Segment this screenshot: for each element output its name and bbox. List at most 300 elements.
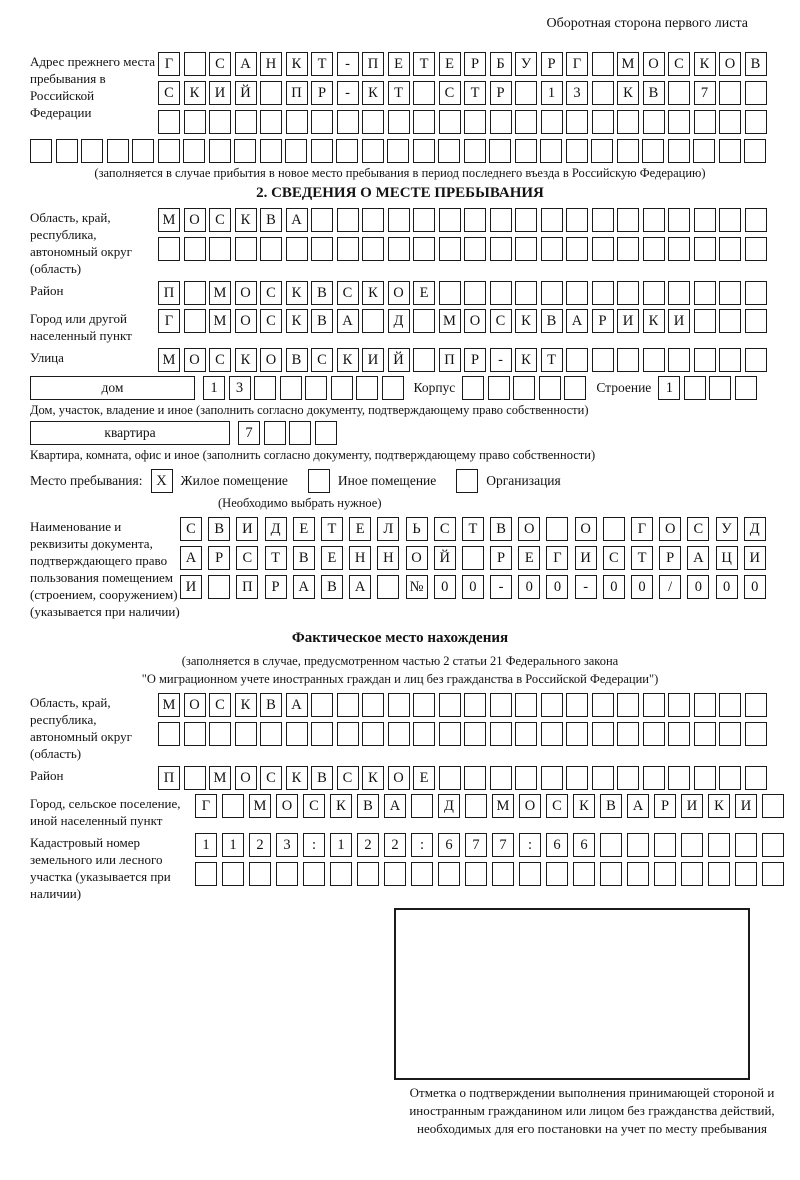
char-box[interactable]: [745, 110, 767, 134]
char-box[interactable]: Р: [659, 546, 681, 570]
char-box[interactable]: [745, 309, 767, 333]
char-box[interactable]: Р: [265, 575, 287, 599]
char-box[interactable]: М: [439, 309, 461, 333]
char-box[interactable]: [462, 376, 484, 400]
char-box[interactable]: [413, 81, 435, 105]
char-box[interactable]: [566, 139, 588, 163]
char-box[interactable]: С: [209, 52, 231, 76]
char-box[interactable]: [337, 208, 359, 232]
char-box[interactable]: Р: [311, 81, 333, 105]
char-box[interactable]: [107, 139, 129, 163]
char-box[interactable]: [541, 766, 563, 790]
char-box[interactable]: [411, 794, 433, 818]
char-box[interactable]: [490, 281, 512, 305]
char-box[interactable]: [490, 110, 512, 134]
char-box[interactable]: [388, 237, 410, 261]
char-box[interactable]: [627, 862, 649, 886]
char-box[interactable]: В: [745, 52, 767, 76]
char-box[interactable]: [456, 469, 478, 493]
char-box[interactable]: [617, 766, 639, 790]
char-box[interactable]: [308, 469, 330, 493]
char-box[interactable]: :: [303, 833, 325, 857]
char-box[interactable]: [464, 139, 486, 163]
char-box[interactable]: [515, 722, 537, 746]
char-box[interactable]: [719, 81, 741, 105]
char-box[interactable]: 6: [546, 833, 568, 857]
char-box[interactable]: [260, 722, 282, 746]
char-box[interactable]: К: [286, 766, 308, 790]
char-box[interactable]: [668, 139, 690, 163]
char-box[interactable]: В: [321, 575, 343, 599]
char-box[interactable]: -: [490, 348, 512, 372]
char-box[interactable]: Т: [311, 52, 333, 76]
char-box[interactable]: [566, 766, 588, 790]
char-box[interactable]: [515, 766, 537, 790]
char-box[interactable]: О: [659, 517, 681, 541]
char-box[interactable]: 7: [694, 81, 716, 105]
char-box[interactable]: [81, 139, 103, 163]
char-box[interactable]: [719, 722, 741, 746]
char-box[interactable]: [195, 862, 217, 886]
char-box[interactable]: И: [209, 81, 231, 105]
char-box[interactable]: С: [603, 546, 625, 570]
char-box[interactable]: А: [293, 575, 315, 599]
char-box[interactable]: К: [286, 281, 308, 305]
char-box[interactable]: Т: [541, 348, 563, 372]
char-box[interactable]: Г: [158, 52, 180, 76]
char-box[interactable]: [745, 81, 767, 105]
char-box[interactable]: [311, 139, 333, 163]
char-box[interactable]: [540, 139, 562, 163]
char-box[interactable]: [694, 281, 716, 305]
char-box[interactable]: [719, 348, 741, 372]
char-box[interactable]: [643, 348, 665, 372]
char-box[interactable]: [642, 139, 664, 163]
char-box[interactable]: 1: [658, 376, 680, 400]
char-box[interactable]: [668, 722, 690, 746]
char-box[interactable]: Д: [265, 517, 287, 541]
char-box[interactable]: Е: [518, 546, 540, 570]
char-box[interactable]: 2: [357, 833, 379, 857]
char-box[interactable]: П: [158, 281, 180, 305]
char-box[interactable]: [249, 862, 271, 886]
char-box[interactable]: А: [337, 309, 359, 333]
char-box[interactable]: [745, 348, 767, 372]
char-box[interactable]: С: [434, 517, 456, 541]
char-box[interactable]: Е: [413, 281, 435, 305]
char-box[interactable]: [515, 281, 537, 305]
char-box[interactable]: [546, 862, 568, 886]
char-box[interactable]: С: [158, 81, 180, 105]
char-box[interactable]: М: [158, 348, 180, 372]
char-box[interactable]: О: [235, 281, 257, 305]
char-box[interactable]: [439, 766, 461, 790]
char-box[interactable]: Т: [321, 517, 343, 541]
char-box[interactable]: [566, 237, 588, 261]
char-box[interactable]: [490, 722, 512, 746]
char-box[interactable]: [694, 309, 716, 333]
char-box[interactable]: [668, 281, 690, 305]
char-box[interactable]: [264, 421, 286, 445]
char-box[interactable]: 0: [631, 575, 653, 599]
char-box[interactable]: [617, 237, 639, 261]
char-box[interactable]: [694, 208, 716, 232]
char-box[interactable]: К: [362, 281, 384, 305]
char-box[interactable]: О: [518, 517, 540, 541]
char-box[interactable]: И: [617, 309, 639, 333]
char-box[interactable]: [694, 766, 716, 790]
char-box[interactable]: [286, 110, 308, 134]
char-box[interactable]: Р: [464, 52, 486, 76]
char-box[interactable]: [387, 139, 409, 163]
char-box[interactable]: [362, 237, 384, 261]
char-box[interactable]: В: [293, 546, 315, 570]
char-box[interactable]: [222, 794, 244, 818]
char-box[interactable]: [464, 722, 486, 746]
char-box[interactable]: П: [286, 81, 308, 105]
char-box[interactable]: Т: [631, 546, 653, 570]
char-box[interactable]: [600, 833, 622, 857]
char-box[interactable]: [694, 693, 716, 717]
char-box[interactable]: С: [546, 794, 568, 818]
char-box[interactable]: [311, 237, 333, 261]
char-box[interactable]: [209, 110, 231, 134]
char-box[interactable]: В: [600, 794, 622, 818]
char-box[interactable]: [439, 281, 461, 305]
char-box[interactable]: [539, 376, 561, 400]
char-box[interactable]: [762, 794, 784, 818]
char-box[interactable]: Р: [490, 546, 512, 570]
char-box[interactable]: [413, 348, 435, 372]
char-box[interactable]: [362, 110, 384, 134]
char-box[interactable]: М: [209, 766, 231, 790]
char-box[interactable]: [566, 208, 588, 232]
char-box[interactable]: С: [209, 348, 231, 372]
char-box[interactable]: [209, 237, 231, 261]
char-box[interactable]: [311, 110, 333, 134]
char-box[interactable]: [515, 110, 537, 134]
char-box[interactable]: Д: [438, 794, 460, 818]
char-box[interactable]: С: [668, 52, 690, 76]
stay-type-checkbox-other[interactable]: [308, 469, 330, 493]
char-box[interactable]: [235, 237, 257, 261]
char-box[interactable]: [183, 139, 205, 163]
char-box[interactable]: [541, 237, 563, 261]
char-box[interactable]: [719, 281, 741, 305]
char-box[interactable]: 0: [546, 575, 568, 599]
char-box[interactable]: Е: [439, 52, 461, 76]
char-box[interactable]: [439, 208, 461, 232]
char-box[interactable]: [573, 862, 595, 886]
char-box[interactable]: [566, 693, 588, 717]
char-box[interactable]: 0: [687, 575, 709, 599]
char-box[interactable]: [592, 693, 614, 717]
char-box[interactable]: [643, 208, 665, 232]
char-box[interactable]: [617, 693, 639, 717]
char-box[interactable]: [280, 376, 302, 400]
char-box[interactable]: [564, 376, 586, 400]
char-box[interactable]: [719, 110, 741, 134]
char-box[interactable]: Д: [744, 517, 766, 541]
char-box[interactable]: С: [209, 693, 231, 717]
char-box[interactable]: [515, 693, 537, 717]
char-box[interactable]: [617, 281, 639, 305]
char-box[interactable]: [617, 110, 639, 134]
char-box[interactable]: 7: [238, 421, 260, 445]
char-box[interactable]: Т: [413, 52, 435, 76]
char-box[interactable]: [464, 766, 486, 790]
char-box[interactable]: [681, 833, 703, 857]
char-box[interactable]: [438, 862, 460, 886]
char-box[interactable]: К: [337, 348, 359, 372]
char-box[interactable]: [591, 139, 613, 163]
char-box[interactable]: О: [260, 348, 282, 372]
char-box[interactable]: [303, 862, 325, 886]
char-box[interactable]: К: [235, 693, 257, 717]
char-box[interactable]: С: [260, 309, 282, 333]
char-box[interactable]: [492, 862, 514, 886]
char-box[interactable]: [289, 421, 311, 445]
char-box[interactable]: 1: [195, 833, 217, 857]
char-box[interactable]: -: [337, 81, 359, 105]
char-box[interactable]: К: [286, 309, 308, 333]
char-box[interactable]: [132, 139, 154, 163]
stay-type-checkbox-organization[interactable]: [456, 469, 478, 493]
char-box[interactable]: А: [384, 794, 406, 818]
char-box[interactable]: В: [286, 348, 308, 372]
char-box[interactable]: [719, 139, 741, 163]
char-box[interactable]: [184, 237, 206, 261]
char-box[interactable]: Р: [208, 546, 230, 570]
char-box[interactable]: К: [362, 81, 384, 105]
char-box[interactable]: [735, 862, 757, 886]
stay-type-checkbox-residential[interactable]: [151, 469, 173, 493]
char-box[interactable]: Г: [631, 517, 653, 541]
char-box[interactable]: И: [735, 794, 757, 818]
char-box[interactable]: В: [260, 693, 282, 717]
char-box[interactable]: О: [184, 208, 206, 232]
char-box[interactable]: [566, 281, 588, 305]
char-box[interactable]: [515, 208, 537, 232]
char-box[interactable]: [668, 237, 690, 261]
char-box[interactable]: К: [330, 794, 352, 818]
char-box[interactable]: [694, 110, 716, 134]
char-box[interactable]: О: [235, 766, 257, 790]
char-box[interactable]: [330, 862, 352, 886]
char-box[interactable]: [362, 722, 384, 746]
char-box[interactable]: [464, 208, 486, 232]
char-box[interactable]: [600, 862, 622, 886]
char-box[interactable]: Й: [434, 546, 456, 570]
char-box[interactable]: [668, 208, 690, 232]
char-box[interactable]: В: [490, 517, 512, 541]
char-box[interactable]: [719, 693, 741, 717]
char-box[interactable]: Т: [464, 81, 486, 105]
char-box[interactable]: К: [694, 52, 716, 76]
char-box[interactable]: Т: [462, 517, 484, 541]
char-box[interactable]: Е: [388, 52, 410, 76]
char-box[interactable]: С: [337, 281, 359, 305]
char-box[interactable]: [411, 862, 433, 886]
char-box[interactable]: И: [744, 546, 766, 570]
char-box[interactable]: К: [362, 766, 384, 790]
char-box[interactable]: [413, 722, 435, 746]
char-box[interactable]: [464, 237, 486, 261]
char-box[interactable]: Г: [158, 309, 180, 333]
char-box[interactable]: [260, 110, 282, 134]
char-box[interactable]: О: [719, 52, 741, 76]
char-box[interactable]: [745, 766, 767, 790]
char-box[interactable]: [668, 693, 690, 717]
char-box[interactable]: Е: [321, 546, 343, 570]
char-box[interactable]: С: [439, 81, 461, 105]
char-box[interactable]: [209, 722, 231, 746]
char-box[interactable]: [643, 693, 665, 717]
char-box[interactable]: [541, 110, 563, 134]
char-box[interactable]: [617, 722, 639, 746]
char-box[interactable]: А: [286, 208, 308, 232]
char-box[interactable]: [654, 862, 676, 886]
char-box[interactable]: [566, 722, 588, 746]
char-box[interactable]: А: [286, 693, 308, 717]
char-box[interactable]: П: [362, 52, 384, 76]
char-box[interactable]: О: [464, 309, 486, 333]
char-box[interactable]: [515, 139, 537, 163]
char-box[interactable]: [592, 208, 614, 232]
char-box[interactable]: [592, 281, 614, 305]
char-box[interactable]: 2: [384, 833, 406, 857]
char-box[interactable]: [490, 208, 512, 232]
char-box[interactable]: С: [260, 281, 282, 305]
char-box[interactable]: [388, 208, 410, 232]
char-box[interactable]: [627, 833, 649, 857]
char-box[interactable]: А: [627, 794, 649, 818]
char-box[interactable]: Й: [235, 81, 257, 105]
char-box[interactable]: С: [236, 546, 258, 570]
char-box[interactable]: Л: [377, 517, 399, 541]
char-box[interactable]: [546, 517, 568, 541]
char-box[interactable]: [745, 693, 767, 717]
char-box[interactable]: 3: [276, 833, 298, 857]
char-box[interactable]: [184, 110, 206, 134]
char-box[interactable]: К: [235, 348, 257, 372]
char-box[interactable]: [362, 139, 384, 163]
char-box[interactable]: [519, 862, 541, 886]
char-box[interactable]: В: [311, 766, 333, 790]
char-box[interactable]: [708, 833, 730, 857]
char-box[interactable]: [362, 309, 384, 333]
char-box[interactable]: [719, 208, 741, 232]
char-box[interactable]: П: [158, 766, 180, 790]
char-box[interactable]: К: [235, 208, 257, 232]
char-box[interactable]: [235, 110, 257, 134]
char-box[interactable]: [668, 348, 690, 372]
char-box[interactable]: [413, 237, 435, 261]
char-box[interactable]: [439, 693, 461, 717]
char-box[interactable]: В: [643, 81, 665, 105]
char-box[interactable]: [305, 376, 327, 400]
char-box[interactable]: 3: [566, 81, 588, 105]
char-box[interactable]: 1: [330, 833, 352, 857]
char-box[interactable]: [515, 81, 537, 105]
char-box[interactable]: К: [515, 348, 537, 372]
char-box[interactable]: К: [184, 81, 206, 105]
char-box[interactable]: Т: [265, 546, 287, 570]
char-box[interactable]: [30, 139, 52, 163]
char-box[interactable]: Е: [349, 517, 371, 541]
char-box[interactable]: К: [643, 309, 665, 333]
char-box[interactable]: 0: [434, 575, 456, 599]
char-box[interactable]: [513, 376, 535, 400]
char-box[interactable]: [566, 110, 588, 134]
char-box[interactable]: С: [209, 208, 231, 232]
char-box[interactable]: [362, 693, 384, 717]
char-box[interactable]: [356, 376, 378, 400]
char-box[interactable]: [158, 139, 180, 163]
char-box[interactable]: М: [209, 309, 231, 333]
char-box[interactable]: [592, 722, 614, 746]
char-box[interactable]: [311, 208, 333, 232]
char-box[interactable]: В: [541, 309, 563, 333]
char-box[interactable]: [388, 110, 410, 134]
char-box[interactable]: 3: [229, 376, 251, 400]
char-box[interactable]: [384, 862, 406, 886]
char-box[interactable]: С: [490, 309, 512, 333]
char-box[interactable]: [735, 376, 757, 400]
char-box[interactable]: С: [180, 517, 202, 541]
char-box[interactable]: 6: [573, 833, 595, 857]
char-box[interactable]: [490, 237, 512, 261]
char-box[interactable]: [462, 546, 484, 570]
char-box[interactable]: [260, 237, 282, 261]
char-box[interactable]: :: [519, 833, 541, 857]
char-box[interactable]: У: [515, 52, 537, 76]
char-box[interactable]: [184, 309, 206, 333]
char-box[interactable]: [184, 766, 206, 790]
char-box[interactable]: Р: [592, 309, 614, 333]
char-box[interactable]: А: [566, 309, 588, 333]
char-box[interactable]: [158, 722, 180, 746]
char-box[interactable]: А: [687, 546, 709, 570]
char-box[interactable]: [337, 693, 359, 717]
char-box[interactable]: [235, 722, 257, 746]
char-box[interactable]: [745, 208, 767, 232]
char-box[interactable]: [413, 693, 435, 717]
char-box[interactable]: [617, 208, 639, 232]
char-box[interactable]: [668, 81, 690, 105]
char-box[interactable]: [693, 139, 715, 163]
char-box[interactable]: [56, 139, 78, 163]
char-box[interactable]: [745, 281, 767, 305]
char-box[interactable]: Ц: [716, 546, 738, 570]
char-box[interactable]: О: [184, 693, 206, 717]
char-box[interactable]: [694, 237, 716, 261]
char-box[interactable]: И: [668, 309, 690, 333]
char-box[interactable]: [439, 237, 461, 261]
char-box[interactable]: [643, 722, 665, 746]
char-box[interactable]: [413, 309, 435, 333]
char-box[interactable]: [719, 309, 741, 333]
char-box[interactable]: М: [158, 208, 180, 232]
char-box[interactable]: О: [388, 281, 410, 305]
char-box[interactable]: [592, 766, 614, 790]
char-box[interactable]: В: [357, 794, 379, 818]
char-box[interactable]: :: [411, 833, 433, 857]
char-box[interactable]: 7: [465, 833, 487, 857]
char-box[interactable]: Т: [388, 81, 410, 105]
char-box[interactable]: [541, 208, 563, 232]
char-box[interactable]: 1: [222, 833, 244, 857]
